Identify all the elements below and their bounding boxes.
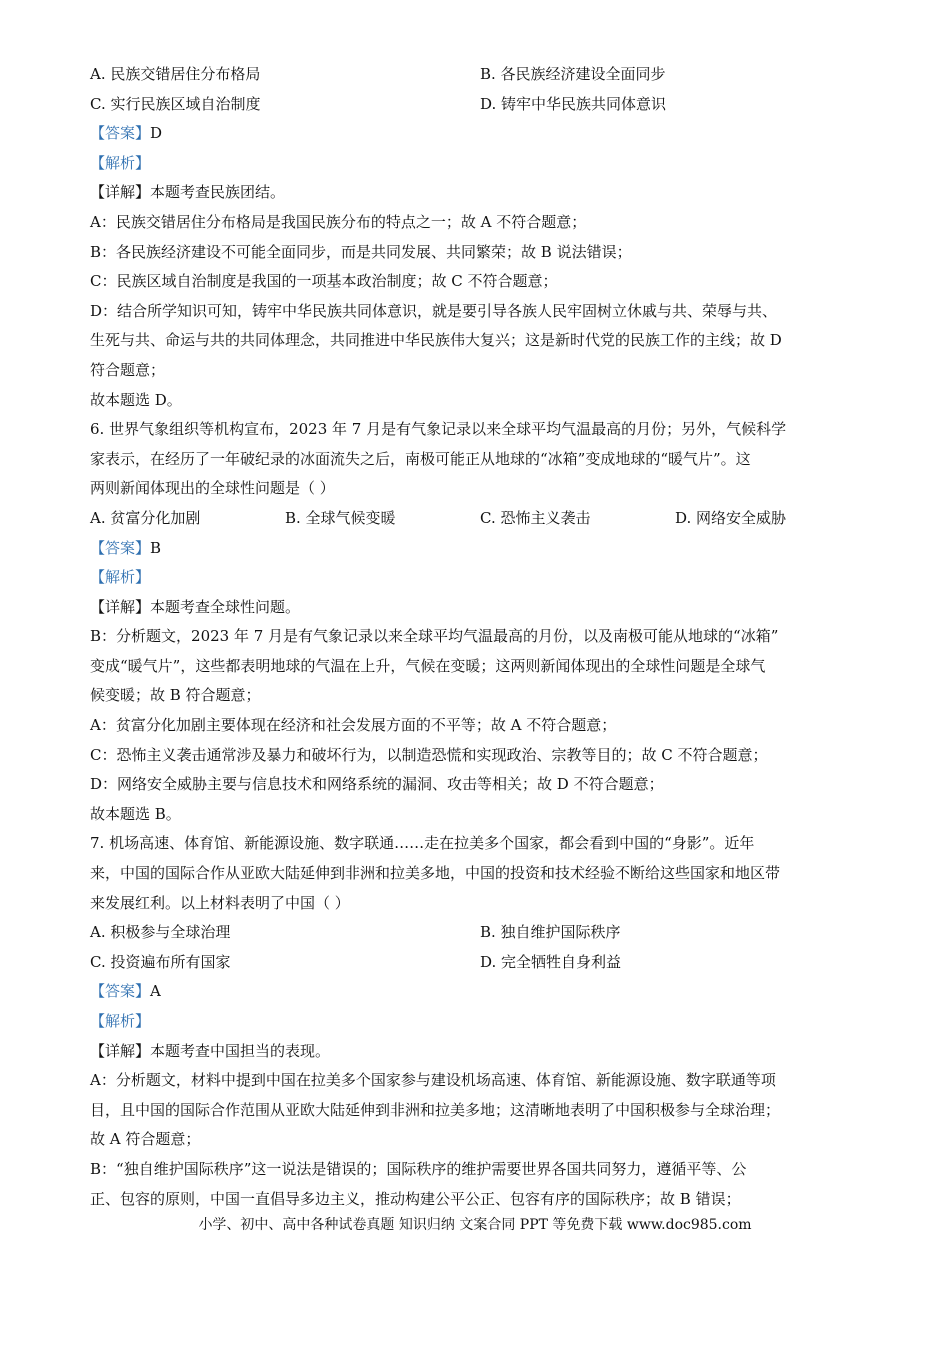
q6-stem-line: 两则新闻体现出的全球性问题是（ ） — [90, 479, 335, 498]
answer-value: B — [150, 538, 162, 557]
q7-option-b: B. 独自维护国际秩序 — [480, 923, 621, 942]
detail-text: 本题考查全球性问题。 — [150, 597, 301, 616]
q6-options-row — [90, 504, 865, 534]
detail-tag: 【详解】 — [90, 183, 151, 202]
detail-text: 本题考查民族团结。 — [150, 183, 286, 202]
q5-options-row-1 — [90, 60, 865, 90]
q7-stem-line: 来发展红利。以上材料表明了中国（ ） — [90, 893, 350, 912]
q5-option-b: B. 各民族经济建设全面同步 — [480, 65, 666, 83]
q6-detail — [90, 593, 865, 623]
q7-stem-line: 7. 机场高速、体育馆、新能源设施、数字联通……走在拉美多个国家，都会看到中国的“身影”。近年 — [90, 834, 755, 853]
q6-stem-line: 家表示，在经历了一年破纪录的冰面流失之后，南极可能正从地球的“冰箱”变成地球的“暖气片”。这 — [90, 449, 751, 468]
q5-explanation-line: D：结合所学知识可知，铸牢中华民族共同体意识，就是要引导各族人民牢固树立休戚与共、荣辱与共、 — [90, 301, 778, 320]
document-page — [90, 60, 865, 1214]
q7-explanation-line: 正、包容的原则，中国一直倡导多边主义，推动构建公平公正、包容有序的国际秩序；故 B 错误； — [90, 1189, 741, 1208]
q7-answer — [90, 977, 865, 1007]
q5-explanation-line: C：民族区域自治制度是我国的一项基本政治制度；故 C 不符合题意； — [90, 272, 558, 291]
q7-explanation-line: 故 A 符合题意； — [90, 1130, 201, 1149]
q7-option-c: C. 投资遍布所有国家 — [90, 952, 231, 971]
answer-value: D — [150, 124, 163, 143]
q5-explanation-line: A：民族交错居住分布格局是我国民族分布的特点之一；故 A 不符合题意； — [90, 212, 587, 231]
detail-tag: 【详解】 — [90, 597, 151, 616]
q6-option-b: B. 全球气候变暖 — [285, 508, 396, 527]
q6-explanation-line: D：网络安全威胁主要与信息技术和网络系统的漏洞、攻击等相关；故 D 不符合题意； — [90, 775, 664, 794]
answer-tag: 【答案】 — [90, 538, 151, 557]
q7-explanation-line: B：“独自维护国际秩序”这一说法是错误的；国际秩序的维护需要世界各国共同努力，遵循平等、公 — [90, 1159, 747, 1178]
q7-stem-line: 来，中国的国际合作从亚欧大陆延伸到非洲和拉美多地，中国的投资和技术经验不断给这些国家和地区带 — [90, 864, 781, 883]
q6-stem-line: 6. 世界气象组织等机构宣布，2023 年 7 月是有气象记录以来全球平均气温最高的月份；另外，气候科学 — [90, 420, 787, 439]
q6-option-c: C. 恐怖主义袭击 — [480, 508, 591, 527]
q5-option-a: A. 民族交错居住分布格局 — [90, 65, 261, 83]
q5-options-row-2 — [90, 90, 865, 120]
q7-options-row-1 — [90, 918, 865, 948]
q6-explanation-line: A：贫富分化加剧主要体现在经济和社会发展方面的不平等；故 A 不符合题意； — [90, 716, 617, 735]
q5-explanation-line: 生死与共、命运与共的共同体理念，共同推进中华民族伟大复兴；这是新时代党的民族工作的主线；故 D — [90, 331, 782, 350]
q6-explanation-line: 故本题选 B。 — [90, 804, 181, 823]
q5-option-c: C. 实行民族区域自治制度 — [90, 94, 261, 113]
detail-tag: 【详解】 — [90, 1041, 151, 1060]
q5-option-d: D. 铸牢中华民族共同体意识 — [480, 94, 667, 113]
q6-explanation-line: 变成“暖气片”，这些都表明地球的气温在上升，气候在变暖；这两则新闻体现出的全球性问题是全球气 — [90, 656, 766, 675]
q5-detail — [90, 178, 865, 208]
q6-explanation-line: 候变暖；故 B 符合题意； — [90, 686, 261, 705]
q7-analysis-tag: 【解析】 — [90, 1012, 151, 1030]
q6-option-a: A. 贫富分化加剧 — [90, 508, 201, 527]
q7-option-d: D. 完全牺牲自身利益 — [480, 952, 622, 971]
answer-tag: 【答案】 — [90, 124, 151, 143]
q7-explanation-line: A：分析题文，材料中提到中国在拉美多个国家参与建设机场高速、体育馆、新能源设施、数字联通等项 — [90, 1071, 776, 1090]
q5-analysis-tag: 【解析】 — [90, 153, 151, 172]
detail-text: 本题考查中国担当的表现。 — [150, 1041, 331, 1060]
answer-tag: 【答案】 — [90, 982, 151, 1001]
answer-value: A — [150, 982, 161, 1001]
q6-analysis-tag: 【解析】 — [90, 568, 151, 587]
q7-explanation-line: 目，且中国的国际合作范围从亚欧大陆延伸到非洲和拉美多地；这清晰地表明了中国积极参与全球治理； — [90, 1100, 781, 1119]
q6-option-d: D. 网络安全威胁 — [675, 508, 787, 527]
q5-explanation-line: B：各民族经济建设不可能全面同步，而是共同发展、共同繁荣；故 B 说法错误； — [90, 242, 632, 261]
page-footer: 小学、初中、高中各种试卷真题 知识归纳 文案合同 PPT 等免费下载 www.doc985.com — [198, 1217, 752, 1233]
q5-explanation-line: 故本题选 D。 — [90, 390, 182, 409]
q7-detail — [90, 1037, 865, 1067]
q7-option-a: A. 积极参与全球治理 — [90, 923, 231, 942]
q5-explanation-line: 符合题意； — [90, 360, 166, 379]
q5-answer — [90, 119, 865, 149]
q6-explanation-line: C：恐怖主义袭击通常涉及暴力和破坏行为，以制造恐慌和实现政治、宗教等目的；故 C 不符合题意； — [90, 745, 768, 764]
q7-options-row-2 — [90, 948, 865, 978]
q6-answer — [90, 534, 865, 564]
q6-explanation-line: B：分析题文，2023 年 7 月是有气象记录以来全球平均气温最高的月份，以及南极可能从地球的“冰箱” — [90, 627, 779, 646]
